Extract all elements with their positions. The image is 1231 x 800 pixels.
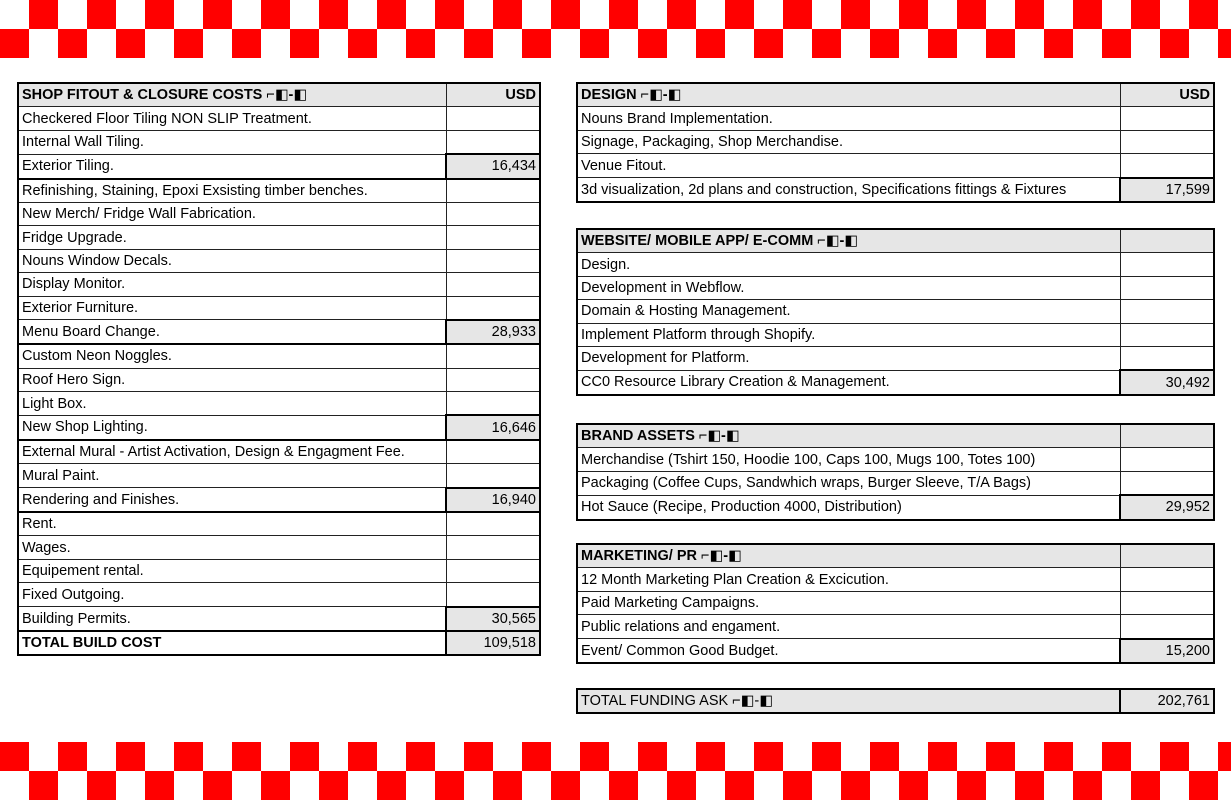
website-table	[576, 228, 1215, 396]
total-funding-label: TOTAL FUNDING ASK ⌐◧-◧	[577, 689, 1120, 713]
section-title: WEBSITE/ MOBILE APP/ E-COMM ⌐◧-◧	[577, 229, 1120, 253]
line-item-label: Light Box.	[18, 392, 446, 416]
line-item-amount	[446, 273, 540, 296]
line-item-amount	[1120, 615, 1214, 639]
line-item-amount: 28,933	[446, 320, 540, 344]
line-item-label: Nouns Window Decals.	[18, 249, 446, 272]
line-item-label: Display Monitor.	[18, 273, 446, 296]
table-row	[18, 154, 540, 178]
table-row	[18, 226, 540, 249]
line-item-label: New Merch/ Fridge Wall Fabrication.	[18, 202, 446, 225]
line-item-label: Development for Platform.	[577, 346, 1120, 370]
line-item-label: 12 Month Marketing Plan Creation & Excicution.	[577, 568, 1120, 591]
line-item-amount	[1120, 154, 1214, 178]
line-item-label: Menu Board Change.	[18, 320, 446, 344]
table-row	[18, 536, 540, 559]
line-item-amount: 16,434	[446, 154, 540, 178]
line-item-amount	[1120, 276, 1214, 299]
line-item-amount	[1120, 346, 1214, 370]
line-item-label: Rent.	[18, 512, 446, 536]
line-item-amount	[1120, 130, 1214, 153]
line-item-amount	[446, 249, 540, 272]
line-item-label: Public relations and engament.	[577, 615, 1120, 639]
table-row	[18, 296, 540, 320]
brand-assets-table	[576, 423, 1215, 521]
line-item-label: New Shop Lighting.	[18, 415, 446, 439]
table-row	[18, 344, 540, 368]
line-item-amount: 17,599	[1120, 178, 1214, 202]
table-row	[18, 607, 540, 631]
line-item-label: Mural Paint.	[18, 464, 446, 488]
table-row	[577, 639, 1214, 663]
table-header	[577, 229, 1214, 253]
line-item-label: Equipement rental.	[18, 559, 446, 582]
table-row	[577, 615, 1214, 639]
header-amount-cell	[1120, 424, 1214, 448]
line-item-amount	[1120, 568, 1214, 591]
line-item-label: Merchandise (Tshirt 150, Hoodie 100, Caps 100, Mugs 100, Totes 100)	[577, 448, 1120, 471]
line-item-label: Hot Sauce (Recipe, Production 4000, Distribution)	[577, 495, 1120, 519]
line-item-amount	[446, 512, 540, 536]
line-item-label: Packaging (Coffee Cups, Sandwhich wraps, Burger Sleeve, T/A Bags)	[577, 471, 1120, 495]
table-row	[18, 320, 540, 344]
line-item-label: Venue Fitout.	[577, 154, 1120, 178]
table-row	[577, 346, 1214, 370]
table-row	[577, 130, 1214, 153]
line-item-label: Exterior Furniture.	[18, 296, 446, 320]
line-item-amount	[446, 202, 540, 225]
line-item-amount	[1120, 300, 1214, 323]
line-item-amount	[1120, 471, 1214, 495]
table-row	[18, 415, 540, 439]
line-item-amount	[1120, 448, 1214, 471]
line-item-label: Domain & Hosting Management.	[577, 300, 1120, 323]
line-item-amount	[1120, 253, 1214, 276]
table-row	[577, 495, 1214, 519]
line-item-label: Exterior Tiling.	[18, 154, 446, 178]
table-header	[18, 83, 540, 107]
total-funding-amount: 202,761	[1120, 689, 1214, 713]
line-item-amount	[446, 559, 540, 582]
line-item-label: 3d visualization, 2d plans and construction, Specifications fittings & Fixtures	[577, 178, 1120, 202]
table-row	[18, 559, 540, 582]
line-item-amount	[446, 583, 540, 607]
line-item-label: Design.	[577, 253, 1120, 276]
shop-fitout-table	[17, 82, 541, 656]
line-item-label: Development in Webflow.	[577, 276, 1120, 299]
line-item-amount	[1120, 323, 1214, 346]
section-title: MARKETING/ PR ⌐◧-◧	[577, 544, 1120, 568]
table-row	[18, 179, 540, 203]
currency-label: USD	[1120, 83, 1214, 107]
line-item-label: Rendering and Finishes.	[18, 488, 446, 512]
table-row	[18, 440, 540, 464]
table-row	[577, 568, 1214, 591]
total-funding-row	[577, 689, 1214, 713]
table-row	[577, 253, 1214, 276]
table-row	[18, 202, 540, 225]
table-row	[577, 178, 1214, 202]
section-title: SHOP FITOUT & CLOSURE COSTS ⌐◧-◧	[18, 83, 446, 107]
section-title: DESIGN ⌐◧-◧	[577, 83, 1120, 107]
line-item-label: Signage, Packaging, Shop Merchandise.	[577, 130, 1120, 153]
line-item-amount	[446, 107, 540, 130]
line-item-amount	[446, 130, 540, 154]
line-item-label: Custom Neon Noggles.	[18, 344, 446, 368]
table-row	[18, 368, 540, 391]
total-funding-table	[576, 688, 1215, 714]
line-item-label: Roof Hero Sign.	[18, 368, 446, 391]
marketing-table	[576, 543, 1215, 664]
line-item-label: Fixed Outgoing.	[18, 583, 446, 607]
table-header	[577, 83, 1214, 107]
header-amount-cell	[1120, 544, 1214, 568]
line-item-amount	[446, 296, 540, 320]
line-item-amount	[446, 368, 540, 391]
total-label: TOTAL BUILD COST	[18, 631, 446, 655]
line-item-amount	[1120, 591, 1214, 614]
checkered-border-top	[0, 0, 1231, 58]
line-item-amount: 15,200	[1120, 639, 1214, 663]
line-item-amount	[1120, 107, 1214, 130]
line-item-amount: 29,952	[1120, 495, 1214, 519]
table-row	[577, 471, 1214, 495]
line-item-label: Nouns Brand Implementation.	[577, 107, 1120, 130]
line-item-label: CC0 Resource Library Creation & Management.	[577, 370, 1120, 394]
table-row	[577, 448, 1214, 471]
checkered-border-bottom	[0, 742, 1231, 800]
line-item-amount	[446, 464, 540, 488]
header-amount-cell	[1120, 229, 1214, 253]
currency-label: USD	[446, 83, 540, 107]
line-item-label: Paid Marketing Campaigns.	[577, 591, 1120, 614]
line-item-label: Wages.	[18, 536, 446, 559]
table-row	[18, 512, 540, 536]
total-amount: 109,518	[446, 631, 540, 655]
table-row	[18, 249, 540, 272]
line-item-amount: 30,565	[446, 607, 540, 631]
line-item-amount	[446, 344, 540, 368]
table-row	[577, 276, 1214, 299]
line-item-label: Checkered Floor Tiling NON SLIP Treatment.	[18, 107, 446, 130]
line-item-amount	[446, 440, 540, 464]
table-row	[577, 154, 1214, 178]
table-header	[577, 424, 1214, 448]
design-table	[576, 82, 1215, 203]
table-row	[18, 583, 540, 607]
line-item-amount	[446, 226, 540, 249]
table-row	[577, 107, 1214, 130]
table-row	[18, 392, 540, 416]
table-row	[577, 370, 1214, 394]
line-item-label: Event/ Common Good Budget.	[577, 639, 1120, 663]
line-item-label: Refinishing, Staining, Epoxi Exsisting timber benches.	[18, 179, 446, 203]
line-item-amount: 16,646	[446, 415, 540, 439]
line-item-label: External Mural - Artist Activation, Design & Engagment Fee.	[18, 440, 446, 464]
line-item-label: Fridge Upgrade.	[18, 226, 446, 249]
table-row	[18, 464, 540, 488]
table-row	[18, 273, 540, 296]
table-row	[577, 300, 1214, 323]
line-item-amount: 16,940	[446, 488, 540, 512]
line-item-amount: 30,492	[1120, 370, 1214, 394]
total-row	[18, 631, 540, 655]
line-item-amount	[446, 392, 540, 416]
table-row	[18, 130, 540, 154]
line-item-label: Building Permits.	[18, 607, 446, 631]
line-item-amount	[446, 536, 540, 559]
table-row	[18, 107, 540, 130]
section-title: BRAND ASSETS ⌐◧-◧	[577, 424, 1120, 448]
line-item-label: Internal Wall Tiling.	[18, 130, 446, 154]
line-item-label: Implement Platform through Shopify.	[577, 323, 1120, 346]
table-row	[18, 488, 540, 512]
line-item-amount	[446, 179, 540, 203]
table-row	[577, 323, 1214, 346]
table-row	[577, 591, 1214, 614]
table-header	[577, 544, 1214, 568]
